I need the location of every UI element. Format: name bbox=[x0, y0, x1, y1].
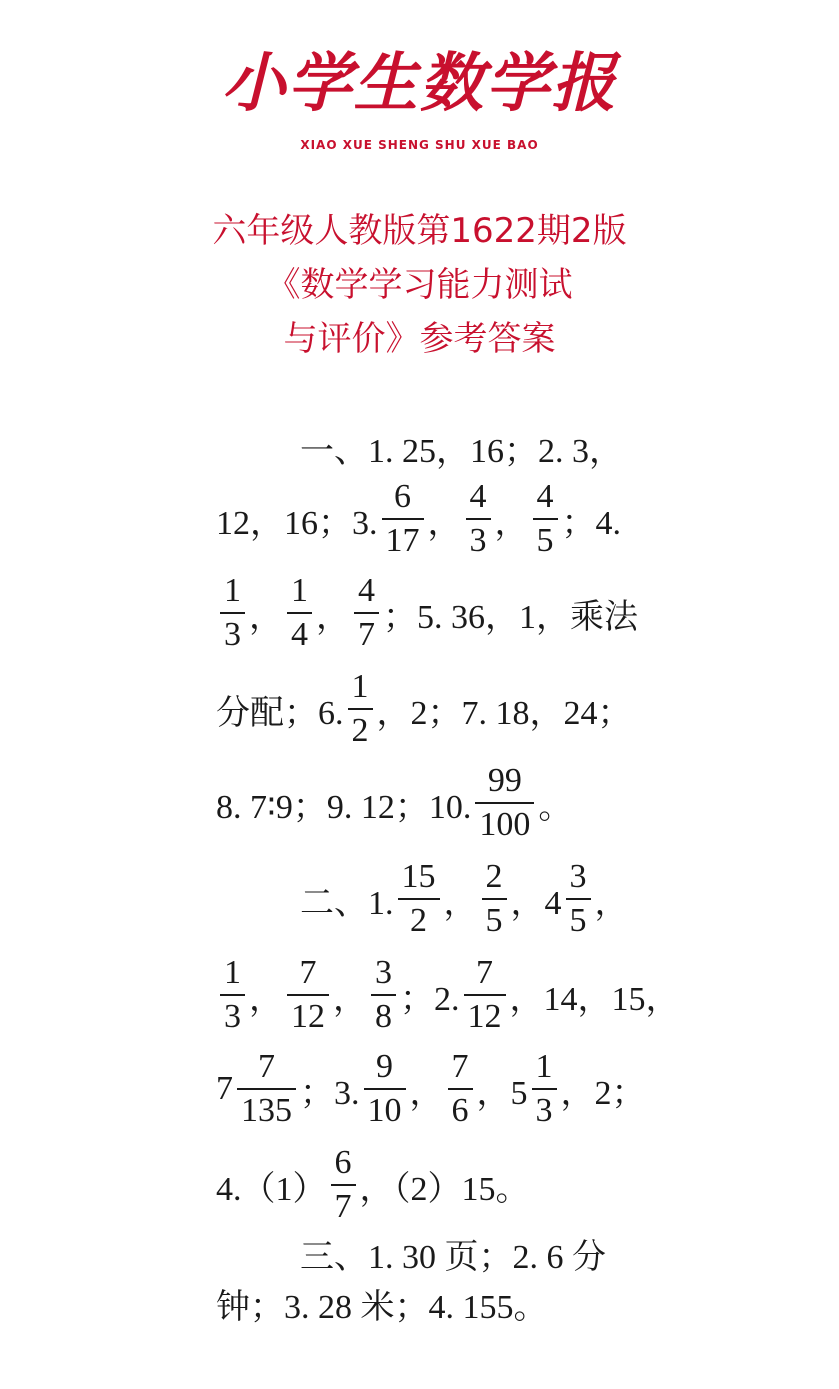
fraction bbox=[348, 670, 373, 748]
answer-text: 4.（1） bbox=[216, 1170, 327, 1208]
denominator: 4 bbox=[291, 616, 308, 653]
answer-text: 钟；3. 28 米；4. 155。 bbox=[216, 1288, 548, 1326]
answer-text: ，2；7. 18，24； bbox=[376, 694, 632, 732]
denominator: 12 bbox=[291, 998, 325, 1035]
answer-text: ；4. bbox=[561, 504, 621, 542]
separator: ， bbox=[249, 980, 283, 1018]
denominator: 3 bbox=[224, 616, 241, 653]
title-line-2: 《数学学习能力测试 bbox=[266, 265, 573, 305]
numerator: 1 bbox=[351, 668, 369, 705]
answer-line-11 bbox=[216, 1258, 626, 1348]
denominator: 2 bbox=[410, 902, 427, 939]
denominator: 6 bbox=[451, 1092, 469, 1129]
numerator: 4 bbox=[536, 478, 554, 515]
answer-text: ；3. bbox=[300, 1074, 360, 1112]
numerator: 7 bbox=[258, 1048, 275, 1085]
numerator: 3 bbox=[569, 858, 587, 895]
answer-text: 。 bbox=[538, 788, 573, 826]
denominator: 10 bbox=[367, 1092, 402, 1129]
denominator: 5 bbox=[569, 902, 587, 939]
answer-text: ，14，15， bbox=[509, 980, 680, 1018]
answer-text: 分配；6. bbox=[216, 694, 344, 732]
fraction bbox=[448, 1050, 473, 1128]
numerator: 9 bbox=[376, 1048, 393, 1085]
answer-text: 二、1. bbox=[300, 884, 394, 922]
numerator: 7 bbox=[476, 954, 493, 991]
fraction bbox=[382, 480, 424, 558]
denominator: 5 bbox=[485, 902, 503, 939]
newspaper-logo: 小学生数学报 bbox=[221, 46, 618, 121]
denominator: 7 bbox=[358, 616, 375, 653]
newspaper-logo-pinyin: XIAO XUE SHENG SHU XUE BAO bbox=[300, 138, 539, 152]
denominator: 7 bbox=[334, 1188, 352, 1225]
separator: ， bbox=[494, 504, 529, 542]
answer-line-4 bbox=[216, 664, 632, 754]
separator: ， bbox=[427, 504, 462, 542]
answer-text: 8. 7∶9；9. 12；10. bbox=[216, 788, 472, 826]
answer-line-2 bbox=[216, 474, 626, 564]
numerator: 2 bbox=[485, 858, 503, 895]
answer-text: ；2. bbox=[400, 980, 460, 1018]
answer-line-7 bbox=[216, 950, 680, 1040]
fraction bbox=[475, 764, 534, 842]
answer-text: ， bbox=[594, 884, 629, 922]
answer-text: 一、1. 25，16；2. 3， bbox=[300, 432, 623, 470]
fraction bbox=[532, 1050, 557, 1128]
separator: ， bbox=[333, 980, 367, 1018]
answer-text: 12，16；3. bbox=[216, 504, 378, 542]
numerator: 4 bbox=[358, 572, 375, 609]
separator: ，5 bbox=[476, 1074, 528, 1112]
fraction bbox=[482, 860, 507, 938]
denominator: 2 bbox=[351, 712, 369, 749]
answer-line-8 bbox=[216, 1044, 646, 1134]
numerator: 1 bbox=[224, 572, 241, 609]
fraction bbox=[371, 956, 396, 1034]
separator: ， bbox=[409, 1074, 444, 1112]
fraction bbox=[466, 480, 491, 558]
separator: ， bbox=[443, 884, 478, 922]
fraction bbox=[533, 480, 558, 558]
answer-line-3 bbox=[216, 568, 638, 658]
fraction bbox=[237, 1050, 296, 1128]
fraction bbox=[354, 574, 379, 652]
fraction bbox=[464, 956, 506, 1034]
fraction bbox=[220, 574, 245, 652]
denominator: 3 bbox=[224, 998, 241, 1035]
denominator: 3 bbox=[535, 1092, 553, 1129]
answer-text: ；5. 36，1，乘法 bbox=[383, 598, 638, 636]
fraction bbox=[566, 860, 591, 938]
fraction bbox=[287, 956, 329, 1034]
denominator: 8 bbox=[375, 998, 392, 1035]
numerator: 1 bbox=[224, 954, 241, 991]
denominator: 3 bbox=[469, 522, 487, 559]
denominator: 135 bbox=[241, 1092, 292, 1129]
answer-line-6 bbox=[216, 854, 710, 944]
numerator: 7 bbox=[451, 1048, 469, 1085]
title-line-3: 与评价》参考答案 bbox=[283, 319, 556, 359]
denominator: 100 bbox=[479, 806, 531, 843]
denominator: 12 bbox=[467, 998, 502, 1035]
numerator: 3 bbox=[375, 954, 392, 991]
numerator: 99 bbox=[487, 762, 522, 799]
answer-text: ，（2）15。 bbox=[359, 1170, 530, 1208]
separator: ， bbox=[249, 598, 283, 636]
title-line-1: 六年级人教版第1622期2版 bbox=[212, 211, 627, 251]
fraction bbox=[220, 956, 245, 1034]
numerator: 1 bbox=[291, 572, 308, 609]
fraction bbox=[364, 1050, 406, 1128]
numerator: 7 bbox=[299, 954, 317, 991]
fraction bbox=[287, 574, 312, 652]
answer-line-5 bbox=[216, 758, 626, 848]
numerator: 4 bbox=[469, 478, 487, 515]
answer-text: 三、1. 30 页；2. 6 分 bbox=[300, 1238, 606, 1276]
fraction bbox=[398, 860, 440, 938]
numerator: 6 bbox=[334, 1144, 352, 1181]
denominator: 5 bbox=[536, 522, 554, 559]
numerator: 6 bbox=[394, 478, 411, 515]
answer-text: 7 bbox=[216, 1070, 233, 1107]
numerator: 15 bbox=[401, 858, 436, 895]
answer-text: ，2； bbox=[560, 1074, 646, 1112]
denominator: 17 bbox=[385, 522, 420, 559]
separator: ，4 bbox=[510, 884, 562, 922]
numerator: 1 bbox=[535, 1048, 553, 1085]
separator: ， bbox=[316, 598, 350, 636]
